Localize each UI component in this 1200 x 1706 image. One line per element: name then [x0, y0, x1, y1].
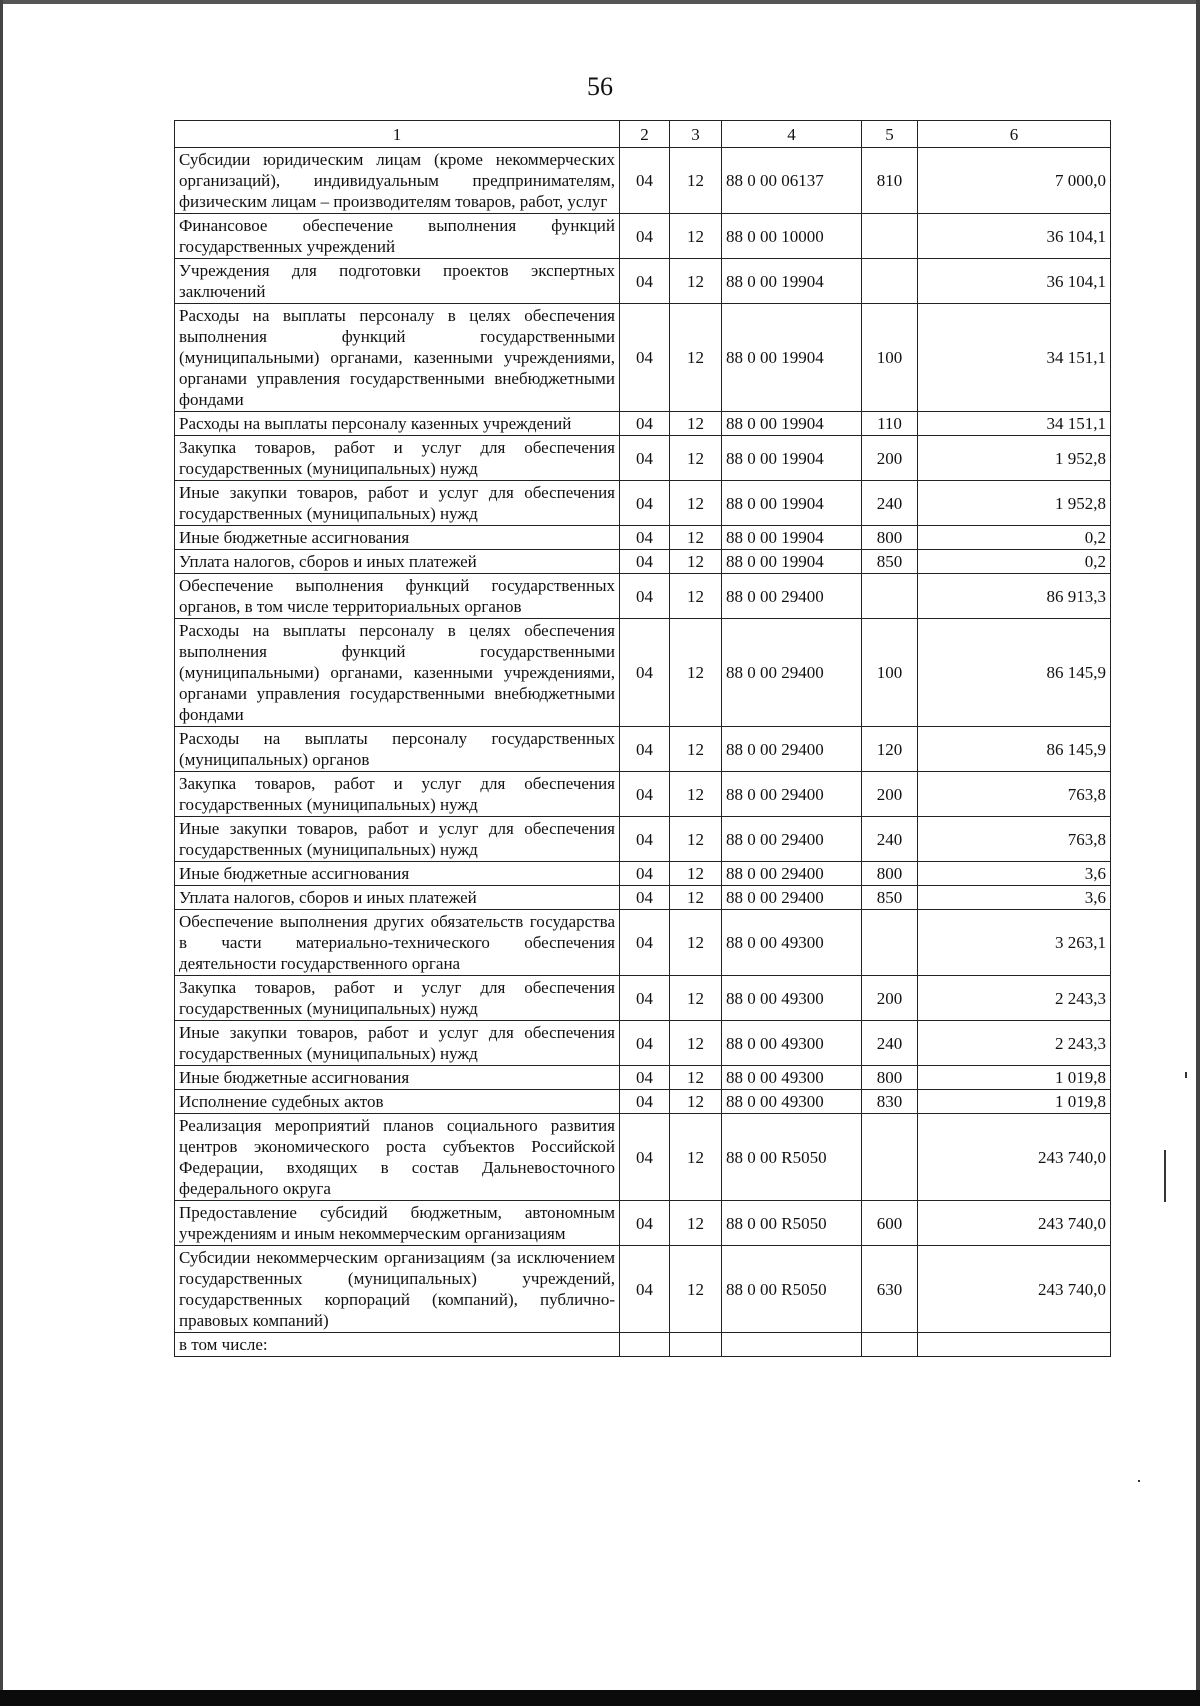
section-code: 04	[620, 1246, 670, 1333]
target-article-code	[722, 1333, 862, 1357]
target-article-code: 88 0 00 19904	[722, 481, 862, 526]
amount: 763,8	[918, 772, 1111, 817]
amount: 86 913,3	[918, 574, 1111, 619]
expense-description: Расходы на выплаты персоналу в целях обеспечения выполнения функций государственными (муниципальными) органами, казенными учреждениями, органами управления государственными внебюджетными фондами	[175, 619, 620, 727]
table-row	[175, 1021, 1111, 1066]
section-code: 04	[620, 1090, 670, 1114]
expense-type-code: 830	[862, 1090, 918, 1114]
subsection-code: 12	[670, 1201, 722, 1246]
section-code: 04	[620, 1066, 670, 1090]
amount: 86 145,9	[918, 619, 1111, 727]
table-row	[175, 862, 1111, 886]
amount: 34 151,1	[918, 412, 1111, 436]
subsection-code: 12	[670, 526, 722, 550]
scan-border-top	[0, 0, 1200, 4]
section-code: 04	[620, 862, 670, 886]
subsection-code	[670, 1333, 722, 1357]
section-code: 04	[620, 574, 670, 619]
expense-description: Обеспечение выполнения других обязательств государства в части материально-технического обеспечения деятельности государственного органа	[175, 910, 620, 976]
section-code	[620, 1333, 670, 1357]
target-article-code: 88 0 00 19904	[722, 550, 862, 574]
subsection-code: 12	[670, 1090, 722, 1114]
amount: 2 243,3	[918, 976, 1111, 1021]
expense-type-code: 800	[862, 526, 918, 550]
subsection-code: 12	[670, 481, 722, 526]
target-article-code: 88 0 00 49300	[722, 1066, 862, 1090]
column-header: 4	[722, 121, 862, 148]
table-row	[175, 772, 1111, 817]
amount: 0,2	[918, 526, 1111, 550]
expense-description: Предоставление субсидий бюджетным, автономным учреждениям и иным некоммерческим организациям	[175, 1201, 620, 1246]
target-article-code: 88 0 00 19904	[722, 412, 862, 436]
expense-description: Иные бюджетные ассигнования	[175, 862, 620, 886]
subsection-code: 12	[670, 1066, 722, 1090]
table-row	[175, 886, 1111, 910]
expense-type-code: 850	[862, 886, 918, 910]
table-row	[175, 910, 1111, 976]
target-article-code: 88 0 00 29400	[722, 886, 862, 910]
table-row	[175, 727, 1111, 772]
expense-type-code: 600	[862, 1201, 918, 1246]
column-header: 6	[918, 121, 1111, 148]
table-row	[175, 148, 1111, 214]
target-article-code: 88 0 00 49300	[722, 1021, 862, 1066]
expense-description: Уплата налогов, сборов и иных платежей	[175, 550, 620, 574]
expense-type-code: 200	[862, 772, 918, 817]
section-code: 04	[620, 148, 670, 214]
table-row	[175, 304, 1111, 412]
section-code: 04	[620, 481, 670, 526]
expense-type-code: 100	[862, 304, 918, 412]
expense-description: Иные закупки товаров, работ и услуг для обеспечения государственных (муниципальных) нужд	[175, 817, 620, 862]
table-row	[175, 436, 1111, 481]
table-row	[175, 1333, 1111, 1357]
table-row	[175, 412, 1111, 436]
amount: 1 952,8	[918, 436, 1111, 481]
expense-description: Субсидии некоммерческим организациям (за исключением государственных (муниципальных) учреждений, государственных корпораций (компаний), публично-правовых компаний)	[175, 1246, 620, 1333]
target-article-code: 88 0 00 29400	[722, 727, 862, 772]
expense-type-code: 850	[862, 550, 918, 574]
target-article-code: 88 0 00 10000	[722, 214, 862, 259]
amount: 1 019,8	[918, 1090, 1111, 1114]
expense-description: Закупка товаров, работ и услуг для обеспечения государственных (муниципальных) нужд	[175, 976, 620, 1021]
scan-border-right	[1196, 0, 1200, 1706]
expense-type-code	[862, 1333, 918, 1357]
target-article-code: 88 0 00 06137	[722, 148, 862, 214]
expense-description: Закупка товаров, работ и услуг для обеспечения государственных (муниципальных) нужд	[175, 436, 620, 481]
expense-type-code	[862, 214, 918, 259]
target-article-code: 88 0 00 R5050	[722, 1114, 862, 1201]
expense-description: Реализация мероприятий планов социального развития центров экономического роста субъектов Российской Федерации, входящих в состав Дальневосточного федерального округа	[175, 1114, 620, 1201]
expense-description: Расходы на выплаты персоналу в целях обеспечения выполнения функций государственными (муниципальными) органами, казенными учреждениями, органами управления государственными внебюджетными фондами	[175, 304, 620, 412]
amount: 36 104,1	[918, 214, 1111, 259]
scan-border-bottom	[0, 1690, 1200, 1706]
subsection-code: 12	[670, 619, 722, 727]
table-row	[175, 817, 1111, 862]
amount: 1 952,8	[918, 481, 1111, 526]
expense-description: Расходы на выплаты персоналу государственных (муниципальных) органов	[175, 727, 620, 772]
table-row	[175, 574, 1111, 619]
expense-description: Уплата налогов, сборов и иных платежей	[175, 886, 620, 910]
expense-type-code: 110	[862, 412, 918, 436]
expense-description: Закупка товаров, работ и услуг для обеспечения государственных (муниципальных) нужд	[175, 772, 620, 817]
expense-type-code: 240	[862, 1021, 918, 1066]
target-article-code: 88 0 00 29400	[722, 772, 862, 817]
expense-description: Исполнение судебных актов	[175, 1090, 620, 1114]
amount: 243 740,0	[918, 1201, 1111, 1246]
subsection-code: 12	[670, 1246, 722, 1333]
subsection-code: 12	[670, 817, 722, 862]
table-row	[175, 1066, 1111, 1090]
section-code: 04	[620, 976, 670, 1021]
target-article-code: 88 0 00 29400	[722, 862, 862, 886]
expense-description: Финансовое обеспечение выполнения функций государственных учреждений	[175, 214, 620, 259]
section-code: 04	[620, 727, 670, 772]
subsection-code: 12	[670, 910, 722, 976]
subsection-code: 12	[670, 550, 722, 574]
table-row	[175, 1201, 1111, 1246]
subsection-code: 12	[670, 976, 722, 1021]
budget-table-body	[175, 121, 1111, 1357]
expense-type-code: 240	[862, 817, 918, 862]
section-code: 04	[620, 817, 670, 862]
subsection-code: 12	[670, 436, 722, 481]
section-code: 04	[620, 436, 670, 481]
expense-description: Обеспечение выполнения функций государственных органов, в том числе территориальных органов	[175, 574, 620, 619]
subsection-code: 12	[670, 1021, 722, 1066]
amount: 7 000,0	[918, 148, 1111, 214]
scan-border-left	[0, 0, 3, 1706]
expense-type-code	[862, 259, 918, 304]
section-code: 04	[620, 526, 670, 550]
amount: 0,2	[918, 550, 1111, 574]
subsection-code: 12	[670, 574, 722, 619]
table-row	[175, 1090, 1111, 1114]
table-row	[175, 976, 1111, 1021]
table-row	[175, 214, 1111, 259]
target-article-code: 88 0 00 49300	[722, 910, 862, 976]
expense-type-code: 200	[862, 976, 918, 1021]
expense-type-code: 800	[862, 1066, 918, 1090]
expense-type-code: 200	[862, 436, 918, 481]
page-number: 56	[587, 72, 613, 101]
expense-description: Иные закупки товаров, работ и услуг для обеспечения государственных (муниципальных) нужд	[175, 481, 620, 526]
expense-description: в том числе:	[175, 1333, 620, 1357]
target-article-code: 88 0 00 19904	[722, 259, 862, 304]
scan-speck	[1138, 1480, 1140, 1482]
amount: 3 263,1	[918, 910, 1111, 976]
section-code: 04	[620, 412, 670, 436]
amount: 2 243,3	[918, 1021, 1111, 1066]
section-code: 04	[620, 304, 670, 412]
target-article-code: 88 0 00 49300	[722, 976, 862, 1021]
subsection-code: 12	[670, 862, 722, 886]
table-row	[175, 259, 1111, 304]
target-article-code: 88 0 00 29400	[722, 574, 862, 619]
subsection-code: 12	[670, 1114, 722, 1201]
section-code: 04	[620, 1114, 670, 1201]
amount: 3,6	[918, 862, 1111, 886]
expense-description: Учреждения для подготовки проектов экспертных заключений	[175, 259, 620, 304]
subsection-code: 12	[670, 148, 722, 214]
amount: 1 019,8	[918, 1066, 1111, 1090]
expense-type-code: 120	[862, 727, 918, 772]
subsection-code: 12	[670, 214, 722, 259]
target-article-code: 88 0 00 49300	[722, 1090, 862, 1114]
table-row	[175, 1246, 1111, 1333]
table-header-row	[175, 121, 1111, 148]
column-header: 3	[670, 121, 722, 148]
amount	[918, 1333, 1111, 1357]
subsection-code: 12	[670, 727, 722, 772]
target-article-code: 88 0 00 R5050	[722, 1201, 862, 1246]
table-row	[175, 550, 1111, 574]
section-code: 04	[620, 1201, 670, 1246]
amount: 243 740,0	[918, 1246, 1111, 1333]
expense-description: Расходы на выплаты персоналу казенных учреждений	[175, 412, 620, 436]
expense-type-code: 810	[862, 148, 918, 214]
column-header: 1	[175, 121, 620, 148]
expense-type-code: 100	[862, 619, 918, 727]
column-header: 5	[862, 121, 918, 148]
amount: 3,6	[918, 886, 1111, 910]
target-article-code: 88 0 00 R5050	[722, 1246, 862, 1333]
section-code: 04	[620, 259, 670, 304]
target-article-code: 88 0 00 19904	[722, 526, 862, 550]
scan-speck	[1164, 1150, 1166, 1202]
section-code: 04	[620, 910, 670, 976]
amount: 36 104,1	[918, 259, 1111, 304]
amount: 763,8	[918, 817, 1111, 862]
expense-type-code	[862, 574, 918, 619]
subsection-code: 12	[670, 304, 722, 412]
expense-description: Субсидии юридическим лицам (кроме некоммерческих организаций), индивидуальным предпринимателям, физическим лицам – производителям товаров, работ, услуг	[175, 148, 620, 214]
expense-description: Иные закупки товаров, работ и услуг для обеспечения государственных (муниципальных) нужд	[175, 1021, 620, 1066]
subsection-code: 12	[670, 772, 722, 817]
table-row	[175, 619, 1111, 727]
section-code: 04	[620, 886, 670, 910]
scan-speck	[1185, 1072, 1187, 1078]
target-article-code: 88 0 00 19904	[722, 436, 862, 481]
amount: 34 151,1	[918, 304, 1111, 412]
table-row	[175, 1114, 1111, 1201]
amount: 243 740,0	[918, 1114, 1111, 1201]
expense-type-code: 800	[862, 862, 918, 886]
expense-description: Иные бюджетные ассигнования	[175, 526, 620, 550]
column-header: 2	[620, 121, 670, 148]
subsection-code: 12	[670, 259, 722, 304]
section-code: 04	[620, 1021, 670, 1066]
section-code: 04	[620, 619, 670, 727]
expense-type-code: 630	[862, 1246, 918, 1333]
expense-description: Иные бюджетные ассигнования	[175, 1066, 620, 1090]
section-code: 04	[620, 214, 670, 259]
section-code: 04	[620, 550, 670, 574]
expense-type-code: 240	[862, 481, 918, 526]
budget-table	[174, 120, 1111, 1357]
target-article-code: 88 0 00 19904	[722, 304, 862, 412]
subsection-code: 12	[670, 886, 722, 910]
amount: 86 145,9	[918, 727, 1111, 772]
expense-type-code	[862, 1114, 918, 1201]
table-row	[175, 526, 1111, 550]
target-article-code: 88 0 00 29400	[722, 817, 862, 862]
target-article-code: 88 0 00 29400	[722, 619, 862, 727]
section-code: 04	[620, 772, 670, 817]
table-row	[175, 481, 1111, 526]
subsection-code: 12	[670, 412, 722, 436]
expense-type-code	[862, 910, 918, 976]
